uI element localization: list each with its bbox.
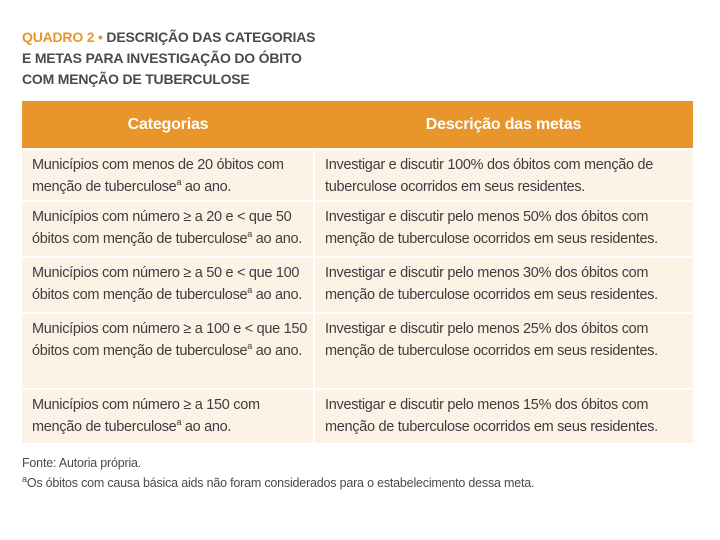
goals-table bbox=[22, 101, 693, 443]
footnote-marker: a bbox=[247, 229, 252, 240]
table-row bbox=[22, 257, 693, 313]
category-cell bbox=[22, 257, 314, 313]
description-cell: Investigar e discutir pelo menos 15% dos óbitos com menção de tuberculose ocorridos em seus residentes. bbox=[314, 389, 693, 443]
category-text: Municípios com número ≥ a 150 com menção de tuberculose bbox=[32, 397, 260, 435]
category-text-end: ao ano. bbox=[252, 343, 303, 359]
footnote-marker: a bbox=[176, 417, 182, 428]
table-header-row bbox=[22, 101, 693, 149]
footnote-marker: a bbox=[247, 285, 252, 296]
footnote-marker: a bbox=[22, 473, 27, 484]
category-cell bbox=[22, 389, 314, 443]
category-text: Municípios com número ≥ a 50 e < que 100 óbitos com menção de tuberculose bbox=[32, 265, 300, 303]
table-row bbox=[22, 389, 693, 443]
table-row bbox=[22, 149, 693, 201]
category-text: Municípios com menos de 20 óbitos com menção de tuberculose bbox=[32, 157, 284, 195]
description-cell: Investigar e discutir 100% dos óbitos com menção de tuberculose ocorridos em seus residentes. bbox=[314, 149, 693, 201]
caption-label: QUADRO 2 bbox=[22, 29, 95, 45]
table-footer bbox=[22, 453, 702, 493]
footnote-marker: a bbox=[247, 341, 252, 352]
table-caption bbox=[22, 27, 322, 90]
caption-title: DESCRIÇÃO DAS CATEGORIAS E METAS PARA INVESTIGAÇÃO DO ÓBITO COM MENÇÃO DE TUBERCULOSE bbox=[22, 29, 316, 87]
category-cell bbox=[22, 201, 314, 257]
category-cell bbox=[22, 149, 314, 201]
caption-separator: • bbox=[98, 29, 103, 45]
category-text-end: ao ano. bbox=[252, 231, 303, 247]
description-cell: Investigar e discutir pelo menos 30% dos óbitos com menção de tuberculose ocorridos em seus residentes. bbox=[314, 257, 693, 313]
table-row bbox=[22, 201, 693, 257]
header-categorias: Categorias bbox=[22, 101, 314, 149]
description-cell: Investigar e discutir pelo menos 50% dos óbitos com menção de tuberculose ocorridos em seus residentes. bbox=[314, 201, 693, 257]
table-row bbox=[22, 313, 693, 389]
header-descricao-metas: Descrição das metas bbox=[314, 101, 693, 149]
category-cell bbox=[22, 313, 314, 389]
category-text-end: ao ano. bbox=[181, 179, 232, 195]
category-text-end: ao ano. bbox=[252, 287, 303, 303]
footnote-marker: a bbox=[176, 177, 182, 188]
category-text-end: ao ano. bbox=[181, 419, 232, 435]
category-text: Municípios com número ≥ a 20 e < que 50 óbitos com menção de tuberculose bbox=[32, 209, 292, 247]
category-text: Municípios com número ≥ a 100 e < que 150 óbitos com menção de tuberculose bbox=[32, 321, 307, 359]
footnote-text: Os óbitos com causa básica aids não foram considerados para o estabelecimento dessa meta. bbox=[26, 476, 535, 490]
footnote bbox=[22, 473, 702, 493]
description-cell: Investigar e discutir pelo menos 25% dos óbitos com menção de tuberculose ocorridos em seus residentes. bbox=[314, 313, 693, 389]
source-note: Fonte: Autoria própria. bbox=[22, 456, 142, 470]
